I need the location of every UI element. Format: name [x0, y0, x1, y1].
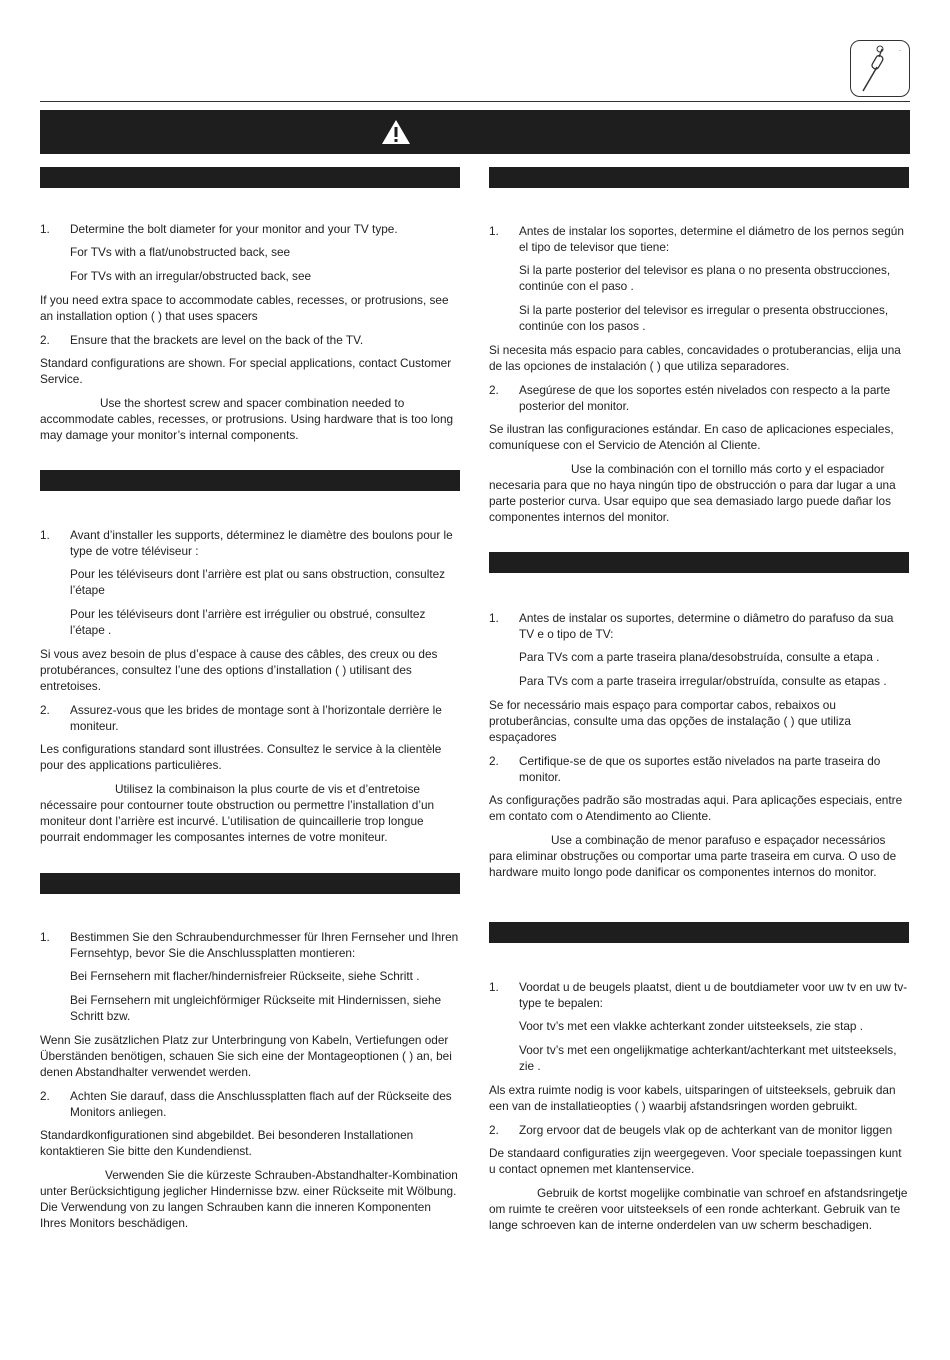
- section-bar: [40, 873, 460, 894]
- irregular-back-note: Si la parte posterior del televisor es irregular o presenta obstrucciones, continúe con los pasos .: [519, 303, 889, 333]
- standard-config-note: Les configurations standard sont illustrées. Consultez le service à la clientèle pour des applications particulières.: [40, 742, 442, 772]
- extra-space-note: Als extra ruimte nodig is voor kabels, uitsparingen of uitsteeksels, gebruik dan een van de installatieopties ( ) waarbij afstandsringen worden gebruikt.: [489, 1083, 896, 1113]
- caution-note: Use a combinação de menor parafuso e espaçador necessários para eliminar obstruções ou comportar uma parte traseira em curva. O uso de hardware muito longo pode danificar os componentes internos do monitor.: [489, 833, 897, 879]
- section-spanish: 1. Antes de instalar los soportes, determine el diámetro de los pernos según el tipo de televisor que tiene: Si la parte posterior del televisor es plana o no presenta obstrucciones, continúe con el paso . Si la parte posterior del televisor es irregular o presenta obstrucciones, continúe con los pasos . Si necesita más espacio para cables, concavidades o protuberancias, elija una de las opciones de instalación ( ) que utiliza separadores. 2. Asegúrese de que los soportes estén nivelados con respecto a la parte posterior del monitor. Se ilustran las configuraciones estándar. En caso de aplicaciones especiales, comuníquese con el Servicio de Atención al Cliente. Use la combinación con el tornillo más corto y el espaciador necesaria para que no haya ningún tipo de obstrucción o para dar lugar a una parte posterior curva. Usar equipo que sea demasiado largo puede dañar los componentes internos del monitor.: [489, 167, 909, 533]
- section-french: 1. Avant d’installer les supports, déterminez le diamètre des boulons pour le type de votre téléviseur : Pour les téléviseurs dont l’arrière est plat ou sans obstruction, consultez l’étape Pour les téléviseurs dont l’arrière est irrégulier ou obstrué, consultez l’étape . Si vous avez besoin de plus d’espace à cause des câbles, des creux ou des protubérances, consultez l’une des options d’installation ( ) utilisant des entretoises. 2. Assurez-vous que les brides de montage sont à l’horizontale derrière le moniteur. Les configurations standard sont illustrées. Consultez le service à la clientèle pour des applications particulières. Utilisez la combinaison la plus courte de vis et d’entretoise nécessaire pour contourner toute obstruction ou permettre l’installation d’un moniteur dont l’arrière est incurvé. L’utilisation de quincaillerie trop longue pourrait endommager les composantes internes de votre moniteur.: [40, 470, 460, 853]
- caution-note: Use la combinación con el tornillo más corto y el espaciador necesaria para que no haya ningún tipo de obstrucción o para dar lugar a una parte posterior curva. Usar equipo que sea demasiado largo puede dañar los componentes internos del monitor.: [489, 462, 896, 524]
- flat-back-note: For TVs with a flat/unobstructed back, see: [70, 245, 291, 259]
- step-1: Voordat u de beugels plaatst, dient u de boutdiameter voor uw tv en uw tv-type te bepalen:: [519, 980, 908, 1010]
- extra-space-note: If you need extra space to accommodate cables, recesses, or protrusions, see an installation option ( ) that uses spacers: [40, 293, 449, 323]
- flat-back-note: Voor tv’s met een vlakke achterkant zonder uitsteeksels, zie stap .: [519, 1019, 864, 1033]
- step-1: Antes de instalar los soportes, determine el diámetro de los pernos según el tipo de televisor que tiene:: [519, 224, 904, 254]
- step-1: Avant d’installer les supports, déterminez le diamètre des boulons pour le type de votre téléviseur :: [70, 528, 453, 558]
- caution-note: Verwenden Sie die kürzeste Schrauben-Abstandhalter-Kombination unter Berücksichtigung jeglicher Hindernisse bzw. einer Rückseite mit Wölbung. Die Verwendung von zu langen Schrauben kann die inneren Komponenten Ihres Monitors beschädigen.: [40, 1168, 458, 1230]
- section-portuguese: 1. Antes de instalar os suportes, determine o diâmetro do parafuso da sua TV e o tipo de TV: Para TVs com a parte traseira plana/desobstruída, consulte a etapa . Para TVs com a parte traseira irregular/obstruída, consulte as etapas . Se for necessário mais espaço para comportar cabos, rebaixos ou protuberâncias, consulte uma das opções de instalação ( ) que utiliza espaçadores 2. Certifique-se de que os suportes estão nivelados na parte traseira do monitor. As configurações padrão são mostradas aqui. Para aplicações especiais, entre em contato com o Atendimento ao Cliente. Use a combinação de menor parafuso e espaçador necessários para eliminar obstruções ou comportar uma parte traseira em curva. O uso de hardware muito longo pode danificar os componentes internos do monitor.: [489, 552, 909, 888]
- step-2: Asegúrese de que los soportes estén nivelados con respecto a la parte posterior del monitor.: [519, 383, 891, 413]
- step-1: Bestimmen Sie den Schraubendurchmesser für Ihren Fernseher und Ihren Fernsehtyp, bevor Sie die Anschlussplatten montieren:: [70, 930, 459, 960]
- warning-triangle-icon: [380, 118, 412, 146]
- svg-text:.: .: [899, 46, 901, 53]
- flat-back-note: Bei Fernsehern mit flacher/hindernisfreier Rückseite, siehe Schritt .: [70, 969, 420, 983]
- extra-space-note: Si vous avez besoin de plus d’espace à cause des câbles, des creux ou des protubérances, consultez l’une des options d’installation ( ) utilisant des entretoises.: [40, 647, 438, 693]
- caution-note: Use the shortest screw and spacer combination needed to accommodate cables, recesses, or protrusions. Using hardware that is too long may damage your monitor’s internal components.: [40, 396, 454, 442]
- section-dutch: 1. Voordat u de beugels plaatst, dient u de boutdiameter voor uw tv en uw tv-type te bepalen: Voor tv’s met een vlakke achterkant zonder uitsteeksels, zie stap . Voor tv’s met een ongelijkmatige achterkant/achterkant met uitsteeksels, zie . Als extra ruimte nodig is voor kabels, uitsparingen of uitsteeksels, gebruik dan een van de installatieopties ( ) waarbij afstandsringen worden gebruikt. 2. Zorg ervoor dat de beugels vlak op de achterkant van de monitor liggen De standaard configuraties zijn weergegeven. Voor speciale toepassingen kunt u contact opnemen met klantenservice. Gebruik de kortst mogelijke combinatie van schroef en afstandsringetje om ruimte te creëren voor uitsteeksels of een ronde achterkant. Gebruik van te lange schroeven kan de interne onderdelen van uw scherm beschadigen.: [489, 922, 909, 1241]
- irregular-back-note: Pour les téléviseurs dont l’arrière est irrégulier ou obstrué, consultez l’étape .: [70, 607, 426, 637]
- section-german: 1. Bestimmen Sie den Schraubendurchmesser für Ihren Fernseher und Ihren Fernsehtyp, bevor Sie die Anschlussplatten montieren: Bei Fernsehern mit flacher/hindernisfreier Rückseite, siehe Schritt . Bei Fernsehern mit ungleichförmiger Rückseite mit Hindernissen, siehe Schritt bzw. Wenn Sie zusätzlichen Platz zur Unterbringung von Kabeln, Vertiefungen oder Überständen benötigen, schauen Sie sich eine der Montageoptionen ( ) an, bei denen Abstandhalter verwendet werden. 2. Achten Sie darauf, dass die Anschlussplatten flach auf der Rückseite des Monitors anliegen. Standardkonfigurationen sind abgebildet. Bei besonderen Installationen kontaktieren Sie bitte den Kundendienst. Verwenden Sie die kürzeste Schrauben-Abstandhalter-Kombination unter Berücksichtigung jeglicher Hindernisse bzw. einer Rückseite mit Wölbung. Die Verwendung von zu langen Schrauben kann die inneren Komponenten Ihres Monitors beschädigen.: [40, 873, 460, 1239]
- extra-space-note: Se for necessário mais espaço para comportar cabos, rebaixos ou protuberâncias, consulte uma das opções de instalação ( ) que utiliza espaçadores: [489, 698, 851, 744]
- standard-config-note: Standard configurations are shown. For special applications, contact Customer Service.: [40, 356, 452, 386]
- irregular-back-note: Bei Fernsehern mit ungleichförmiger Rückseite mit Hindernissen, siehe Schritt bzw.: [70, 993, 442, 1023]
- section-bar: [40, 167, 460, 188]
- screwdriver-icon: [850, 40, 910, 97]
- step-2: Assurez-vous que les brides de montage sont à l’horizontale derrière le moniteur.: [70, 703, 442, 733]
- standard-config-note: De standaard configuraties zijn weergegeven. Voor speciale toepassingen kunt u contact opnemen met klantenservice.: [489, 1146, 902, 1176]
- header-rule: [40, 101, 910, 102]
- flat-back-note: Para TVs com a parte traseira plana/desobstruída, consulte a etapa .: [519, 650, 880, 664]
- standard-config-note: Standardkonfigurationen sind abgebildet. Bei besonderen Installationen kontaktieren Sie bitte den Kundendienst.: [40, 1128, 414, 1158]
- section-bar: [489, 167, 909, 188]
- step-2: Achten Sie darauf, dass die Anschlussplatten flach auf der Rückseite des Monitors anliegen.: [70, 1089, 452, 1119]
- section-bar: [489, 552, 909, 573]
- standard-config-note: As configurações padrão são mostradas aqui. Para aplicações especiais, entre em contato com o Atendimento ao Cliente.: [489, 793, 903, 823]
- caution-note: Gebruik de kortst mogelijke combinatie van schroef en afstandsringetje om ruimte te creëren voor uitsteeksels of een ronde achterkant. Gebruik van te lange schroeven kan de interne onderdelen van uw scherm beschadigen.: [489, 1186, 908, 1232]
- flat-back-note: Si la parte posterior del televisor es plana o no presenta obstrucciones, continúe con el paso .: [519, 263, 891, 293]
- extra-space-note: Wenn Sie zusätzlichen Platz zur Unterbringung von Kabeln, Vertiefungen oder Überständen benötigen, schauen Sie sich eine der Montageoptionen ( ) an, bei denen Abstandhalter verwendet werden.: [40, 1033, 452, 1079]
- caution-note: Utilisez la combinaison la plus courte de vis et d’entretoise nécessaire pour contourner toute obstruction ou permettre l’installation d’un moniteur dont l’arrière est incurvé. L’utilisation de quincaillerie trop longue pourrait endommager les composantes internes de votre moniteur.: [40, 782, 435, 844]
- step-2: Zorg ervoor dat de beugels vlak op de achterkant van de monitor liggen: [519, 1123, 893, 1137]
- irregular-back-note: For TVs with an irregular/obstructed back, see: [70, 269, 312, 283]
- section-bar: [40, 470, 460, 491]
- step-1: Antes de instalar os suportes, determine o diâmetro do parafuso da sua TV e o tipo de TV:: [519, 611, 894, 641]
- section-bar: [489, 922, 909, 943]
- step-2: Certifique-se de que os suportes estão nivelados na parte traseira do monitor.: [519, 754, 881, 784]
- irregular-back-note: Voor tv’s met een ongelijkmatige achterkant/achterkant met uitsteeksels, zie .: [519, 1043, 897, 1073]
- standard-config-note: Se ilustran las configuraciones estándar. En caso de aplicaciones especiales, comuníquese con el Servicio de Atención al Cliente.: [489, 422, 894, 452]
- warning-bar: [40, 110, 910, 154]
- irregular-back-note: Para TVs com a parte traseira irregular/obstruída, consulte as etapas .: [519, 674, 887, 688]
- step-1: Determine the bolt diameter for your monitor and your TV type.: [70, 222, 398, 236]
- step-2: Ensure that the brackets are level on the back of the TV.: [70, 333, 364, 347]
- extra-space-note: Si necesita más espacio para cables, concavidades o protuberancias, elija una de las opciones de instalación ( ) que utiliza separadores.: [489, 343, 901, 373]
- flat-back-note: Pour les téléviseurs dont l’arrière est plat ou sans obstruction, consultez l’étape: [70, 567, 446, 597]
- section-english: 1. Determine the bolt diameter for your monitor and your TV type. For TVs with a flat/unobstructed back, see For TVs with an irregular/obstructed back, see If you need extra space to accommodate cables, recesses, or protrusions, see an installation option ( ) that uses spacers 2. Ensure that the brackets are level on the back of the TV. Standard configurations are shown. For special applications, contact Customer Service. Use the shortest screw and spacer combination needed to accommodate cables, recesses, or protrusions. Using hardware that is too long may damage your monitor’s internal components.: [40, 167, 460, 451]
